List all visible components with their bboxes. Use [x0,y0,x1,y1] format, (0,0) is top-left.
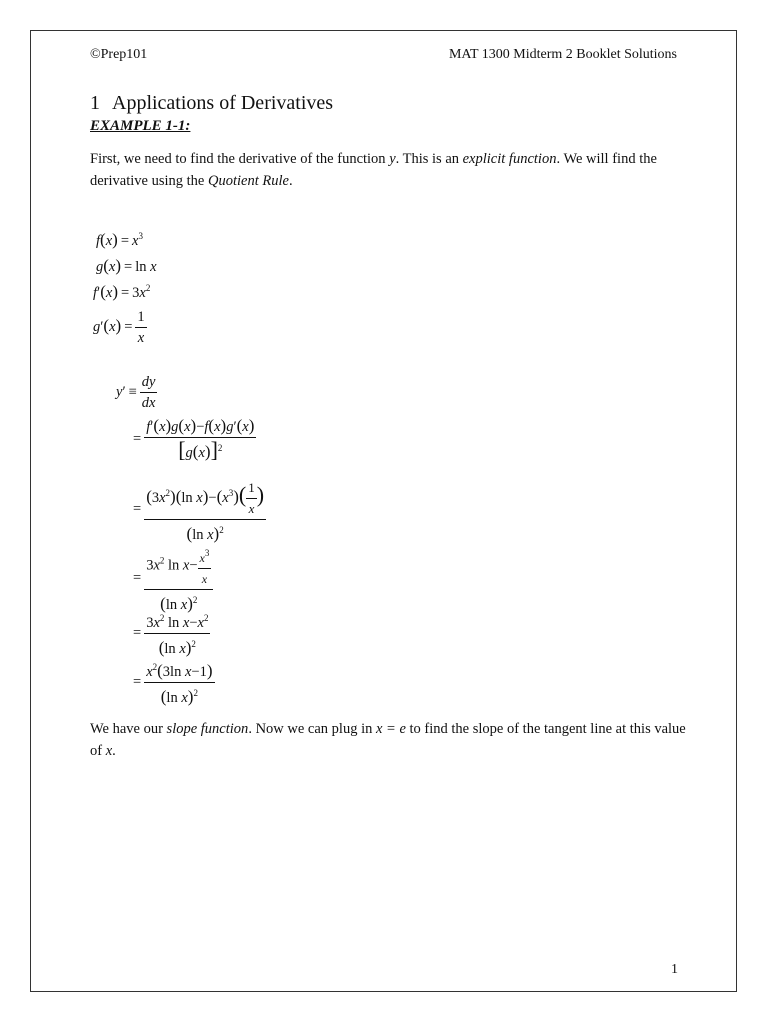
intro-paragraph [90,148,690,192]
equation-factored: = $\frac{x^2(3\ln x-1)}{(\ln x)^2}$ [130,657,215,708]
section-number: 1 [90,92,100,114]
text-run: . [288,173,293,189]
equation-simplify: = $\frac{3x^2 \ln x-x^2}{(\ln x)^2}$ [130,608,210,659]
equation-g-prime: g′(x) = $\frac{1}{x}$ [93,309,145,346]
var-y: y [389,151,396,167]
emphasis-slope-function: slope function [166,721,249,737]
section-title [90,92,333,115]
inline-equation: x = e [375,721,406,737]
equation-quotient-rule: = $\frac{f'(x)g(x)-f(x)g'(x)}{[g(x)]^2}$ [133,416,255,462]
text-run: . We will find the derivative using the [90,151,657,189]
var-x: x [105,743,113,759]
text-run: . This is an [395,151,463,167]
emphasis-explicit-function: explicit function [462,151,557,167]
equation-f: $f(x) = x^3$ [96,230,143,249]
equation-y-prime: y′ ≡ $\frac{dy}{dx}$ [116,374,156,411]
conclusion-paragraph [90,718,690,762]
page-number: 1 [671,962,678,977]
header-right: MAT 1300 Midterm 2 Booklet Solutions [448,47,677,62]
equation-expand: = $3x^2$ ln x− $\frac{x^3}{x}$ (ln x)$^2$ [130,543,213,615]
text-run: to find the slope of the tangent line at this value of [90,721,686,759]
example-label: EXAMPLE 1-1: [90,118,191,134]
header-left: ©Prep101 [90,47,148,62]
section-title-text: Applications of Derivatives [112,92,334,114]
equation-f-prime: $f'(x) = 3x^2$ [93,282,151,301]
text-run: . [112,743,116,759]
text-run: We have our [90,721,167,737]
equation-substitution: = $(3x^2)(\ln$ $x)-(x^3)$( $\frac{1}{x}$ ) (ln x)$^2$ [130,475,266,545]
text-run: . Now we can plug in [248,721,376,737]
equation-g: g(x) = ln x [96,256,157,275]
emphasis-quotient-rule: Quotient Rule [207,173,289,189]
text-run: First, we need to find the derivative of the function [90,151,390,167]
